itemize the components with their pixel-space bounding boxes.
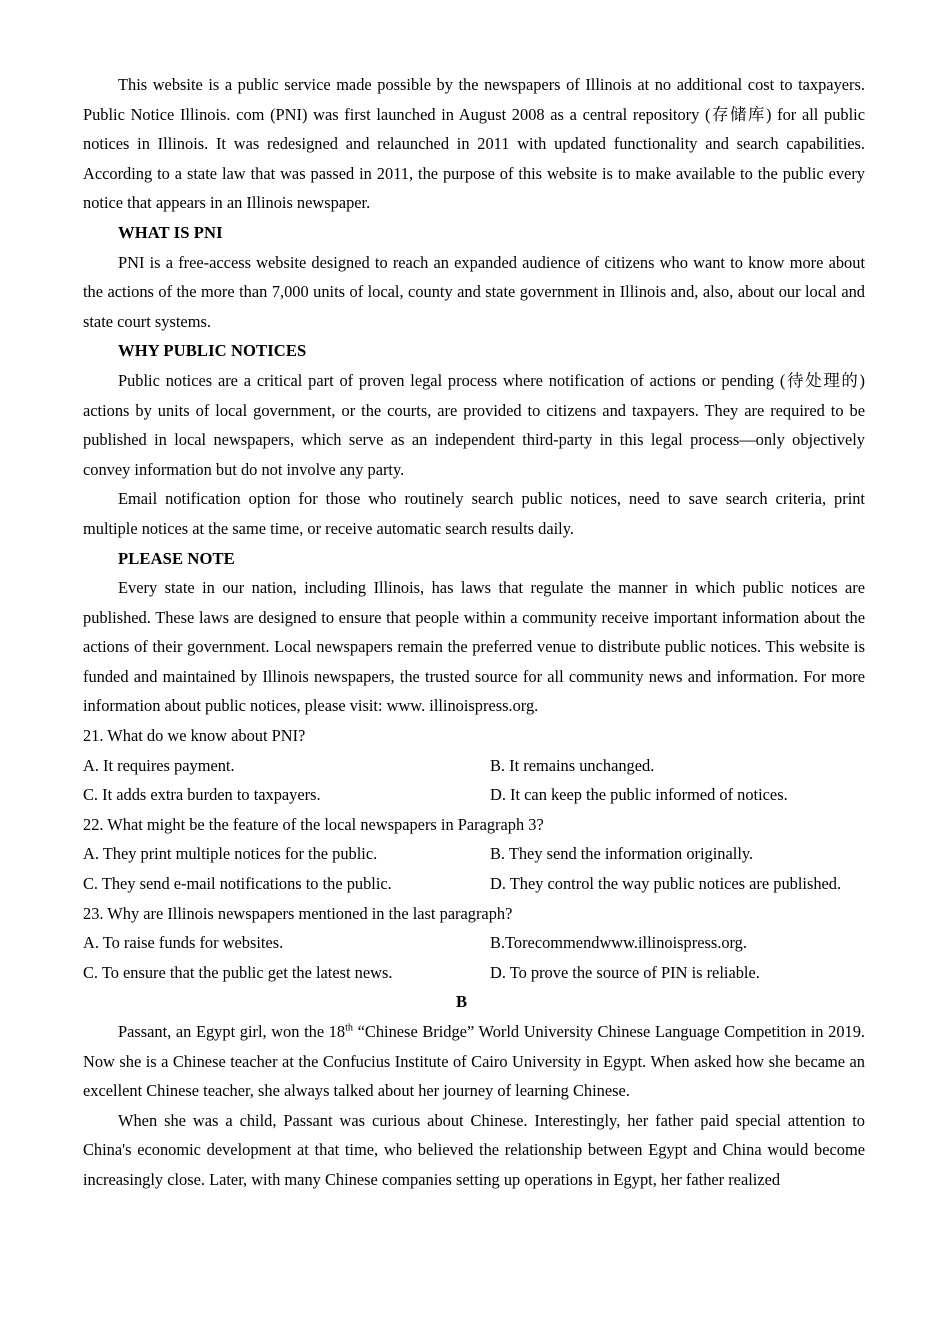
question-22-stem: 22. What might be the feature of the local newspapers in Paragraph 3? (83, 814, 544, 834)
question-21-option-a[interactable]: A. It requires payment. (83, 755, 235, 775)
question-21-options-row-1 (83, 751, 865, 781)
question-21-option-d[interactable]: D. It can keep the public informed of notices. (490, 785, 788, 805)
question-21-stem: 21. What do we know about PNI? (83, 726, 306, 746)
question-23-option-d[interactable]: D. To prove the source of PIN is reliable. (490, 962, 760, 982)
question-21-options-row-2 (83, 780, 865, 810)
paragraph-passage-b-2: When she was a child, Passant was curious about Chinese. Interestingly, her father paid special attention to China's economic development at that time, who believed the relationship between Egypt and China would become increasingly close. Later, with many Chinese companies setting up operations in Egypt, her father realized (83, 1110, 865, 1189)
question-23-options-row-1 (83, 928, 865, 958)
question-22-option-c[interactable]: C. They send e-mail notifications to the public. (83, 874, 392, 894)
heading-what-is-pni: WHAT IS PNI (118, 222, 223, 242)
question-21-option-c[interactable]: C. It adds extra burden to taxpayers. (83, 785, 321, 805)
paragraph-please-note-body: Every state in our nation, including Illinois, has laws that regulate the manner in which public notices are published. These laws are designed to ensure that people within a community receive important information about the actions of their government. Local newspapers remain the preferred venue to distribute public notices. This website is funded and maintained by Illinois newspapers, the trusted source for all community news and information. For more information about public notices, please visit: www. illinoispress.org. (83, 578, 865, 716)
paragraph-what-is-pni-body: PNI is a free-access website designed to reach an expanded audience of citizens who want to know more about the actions of the more than 7,000 units of local, county and state government in Illinois and, also, about our local and state court systems. (83, 252, 865, 331)
paragraph-passage-b-1 (83, 1017, 865, 1106)
question-21-option-b[interactable]: B. It remains unchanged. (490, 755, 655, 775)
question-23-option-a[interactable]: A. To raise funds for websites. (83, 933, 284, 953)
passage-b-text-lead: Passant, an Egypt girl, won the 18 (118, 1022, 346, 1041)
heading-why-public-notices: WHY PUBLIC NOTICES (118, 341, 307, 361)
paragraph-intro: This website is a public service made possible by the newspapers of Illinois at no additional cost to taxpayers. Public Notice Illinois. com (PNI) was first launched in August 2008 as a central repository (存储库) for all public notices in Illinois. It was redesigned and relaunched in 2011 with updated functionality and search capabilities. According to a state law that was passed in 2011, the purpose of this website is to make available to the public every notice that appears in an Illinois newspaper. (83, 75, 865, 213)
question-23-option-b[interactable]: B.Torecommendwww.illinoispress.org. (490, 933, 747, 953)
heading-please-note: PLEASE NOTE (118, 548, 235, 568)
ordinal-suffix-superscript: th (345, 1022, 354, 1034)
question-22-options-row-1 (83, 839, 865, 869)
question-22-option-a[interactable]: A. They print multiple notices for the public. (83, 844, 378, 864)
question-23-options-row-2 (83, 958, 865, 988)
question-22-options-row-2 (83, 869, 865, 899)
question-22-option-d[interactable]: D. They control the way public notices are published. (490, 874, 842, 894)
question-23-option-c[interactable]: C. To ensure that the public get the latest news. (83, 962, 393, 982)
document-body (83, 70, 865, 1195)
paragraph-why-public-notices-body: Public notices are a critical part of proven legal process where notification of actions or pending (待处理的) actions by units of local government, or the courts, are provided to citizens and taxpayers. They are required to be published in local newspapers, which serve as an independent third-party in this legal process—only objectively convey information but do not involve any party. (83, 370, 865, 479)
section-letter-b: B (455, 992, 468, 1012)
question-22-option-b[interactable]: B. They send the information originally. (490, 844, 754, 864)
question-23-stem: 23. Why are Illinois newspapers mentioned in the last paragraph? (83, 903, 513, 923)
paragraph-email-notification: Email notification option for those who routinely search public notices, need to save search criteria, print multiple notices at the same time, or receive automatic search results daily. (83, 489, 865, 538)
passage-b-text-rest: “Chinese Bridge” World University Chinese Language Competition in 2019. Now she is a Chinese teacher at the Confucius Institute of Cairo University in Egypt. When asked how she became an excellent Chinese teacher, she always talked about her journey of learning Chinese. (83, 1022, 866, 1101)
